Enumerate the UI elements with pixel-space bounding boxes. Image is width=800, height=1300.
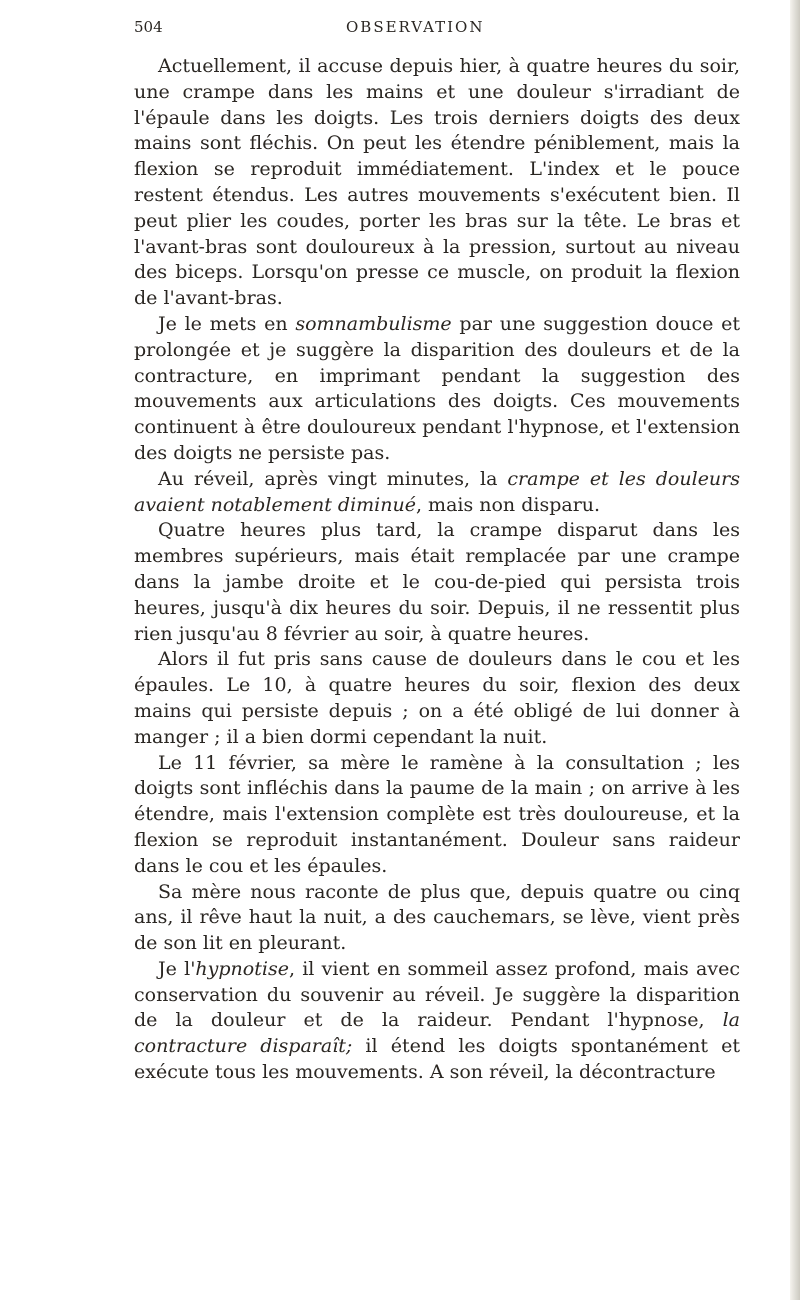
italic-text: somnambulisme — [295, 312, 452, 335]
page-binding-edge — [790, 0, 800, 1300]
text-run: Quatre heures plus tard, la crampe disparut dans les membres supérieurs, mais était remplacée par une crampe dans la jambe droite et le cou-de-pied qui persista trois heures, jusqu'à dix heures du soir. Depuis, il ne ressentit plus rien jusqu'au 8 février au soir, à quatre heures. — [134, 519, 740, 645]
text-run: , il vient en sommeil assez profond, mais avec conservation du souvenir au réveil. Je suggère la disparition de la douleur et de la raideur. Pendant l'hypnose, — [134, 957, 740, 1032]
paragraph — [134, 880, 740, 957]
text-run: Je l' — [158, 957, 196, 980]
paragraph — [134, 312, 740, 467]
running-head: OBSERVATION — [346, 18, 485, 36]
text-run: , mais non disparu. — [415, 493, 601, 516]
italic-text: crampe et les douleurs avaient notablement diminué — [134, 467, 741, 516]
page-header — [134, 18, 740, 52]
page-number: 504 — [134, 18, 163, 36]
paragraph — [134, 518, 740, 647]
text-run: Je le mets en — [158, 312, 296, 335]
text-run: Sa mère nous raconte de plus que, depuis quatre ou cinq ans, il rêve haut la nuit, a des cauchemars, se lève, vient près de son lit en pleurant. — [134, 880, 740, 955]
text-run: Au réveil, après vingt minutes, la — [158, 467, 508, 490]
text-run: Actuellement, il accuse depuis hier, à quatre heures du soir, une crampe dans les mains et une douleur s'irradiant de l'épaule dans les doigts. Les trois derniers doigts des deux mains sont fléchis. On peut les étendre péniblement, mais la flexion se reproduit immédiatement. L'index et le pouce restent étendus. Les autres mouvements s'exécutent bien. Il peut plier les coudes, porter les bras sur la tête. Le bras et l'avant-bras sont douloureux à la pression, surtout au niveau des biceps. Lorsqu'on presse ce muscle, on produit la flexion de l'avant-bras. — [134, 55, 740, 310]
paragraph — [134, 647, 740, 750]
text-run: Le 11 février, sa mère le ramène à la consultation ; les doigts sont infléchis dans la paume de la main ; on arrive à les étendre, mais l'extension complète est très douloureuse, et la flexion se reproduit instantanément. Douleur sans raideur dans le cou et les épaules. — [134, 751, 740, 877]
text-run: Alors il fut pris sans cause de douleurs dans le cou et les épaules. Le 10, à quatre heures du soir, flexion des deux mains qui persiste depuis ; on a été obligé de lui donner à manger ; il a bien dormi cependant la nuit. — [134, 648, 740, 748]
body-text — [134, 54, 740, 1086]
paragraph — [134, 751, 740, 880]
paragraph — [134, 957, 740, 1086]
italic-text: la contracture disparaît; — [134, 1009, 740, 1058]
text-run: par une suggestion douce et prolongée et je suggère la disparition des douleurs et de la contracture, en imprimant pendant la suggestion des mouvements aux articulations des doigts. Ces mouvements continuent à être douloureux pendant l'hypnose, et l'extension des doigts ne persiste pas. — [134, 312, 740, 464]
paragraph — [134, 467, 740, 519]
italic-text: hypnotise — [195, 957, 289, 980]
paragraph — [134, 54, 740, 312]
text-run: il étend les doigts spontanément et exécute tous les mouvements. A son réveil, la décontracture — [134, 1035, 740, 1084]
